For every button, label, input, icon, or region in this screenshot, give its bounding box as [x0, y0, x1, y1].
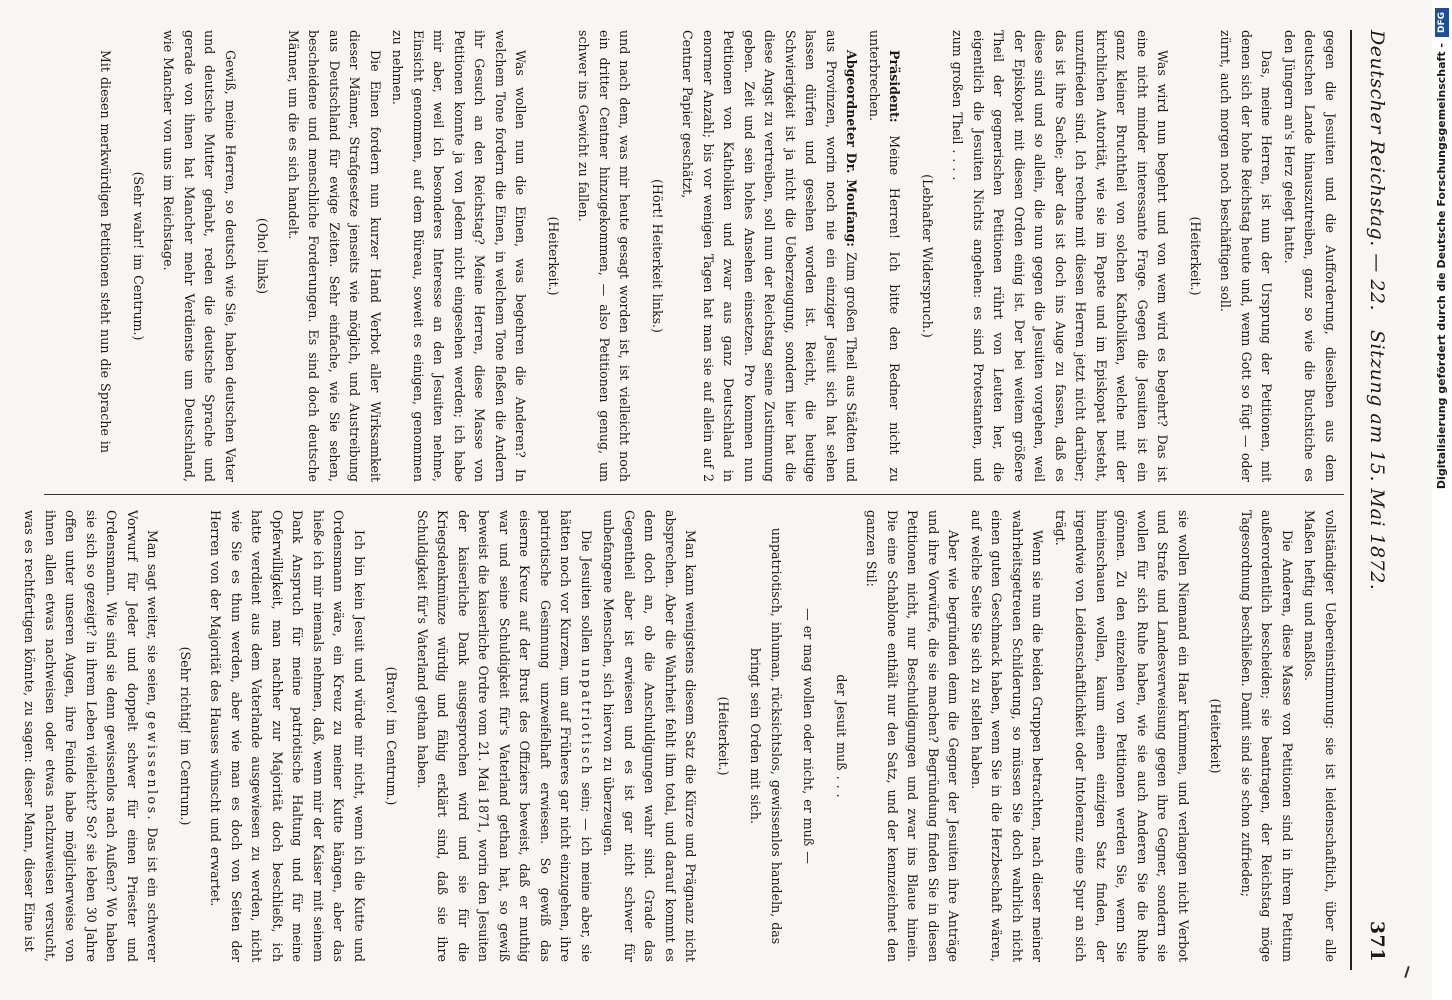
rotated-newspaper-page	[18, 20, 1398, 980]
stage-direction: (Heiterkeit.)	[1188, 216, 1203, 296]
paragraph: Gewiß, meine Herren, so deutsch wie Sie, haben deutschen Vater und deutsche Mutter gehabt, reden die deutsche Sprache und gerade von ihnen hat Mancher mehr Verdienste um Deutschland, wie Mancher von uns im Reichstage.	[161, 30, 238, 482]
digitization-credit	[1412, 8, 1448, 588]
stage-direction: (Hört! Heiterkeit links.)	[650, 179, 665, 333]
speech-text: Zum großen Theil aus Städten und aus Provinzen, worin noch nie ein einziger Jesuit sich hat sehen lassen dürfen und gesehen worden ist. Reicht, die heutige Schwierigkeit ist ja nicht die Ueberzeugung, sondern hier hat die diese Angst zu vertreiben, soll nun der Reichstag seine Zustimmung geben. Zeit und sein hohes Ansehen einsetzen. Pro kommen nun Petitionen von Katholiken und zwar aus ganz Deutschland in enormer Anzahl; bis vor wenigen Tagen hat man sie auf allein auf 2 Centner Papier geschätzt,	[680, 30, 860, 483]
quotation-line: — er mag wollen oder nicht, er muß —	[801, 608, 817, 864]
paragraph: Was wollen nun die Einen, was begehren die Anderen? In welchem Tone fordern die Einen, in welchem Tone fleßen die Andern ihr Gesuch an den Reichstag? Meine Herren, diese Masse von Petitionen konnte ja von Jedem nicht eingesehen werden; ich habe mir aber, weil ich besonderes Interesse an den Jesuiten nehme, Einsicht genommen, auf dem Büreau, soweit es einigen, genommen zu nehmen.	[390, 30, 529, 482]
paragraph: Man kann wenigstens diesem Satz die Kürze und Prägnanz nicht absprechen. Aber die Wahrheit fehlt ihm total, und darauf kommt es denn doch an, ob die Anschuldigungen wahr sind. Grade das Gegentheil aber ist erwiesen und es ist gar nicht schwer für unbefangene Menschen, sich hiervon zu überzeugen.	[601, 510, 699, 962]
stage-direction: (Heiterkeit.)	[716, 696, 731, 776]
speaker-label: Abgeordneter Dr. Moufang:	[844, 50, 860, 247]
paragraph: Das, meine Herren, ist nun der Ursprung der Petitionen, mit denen sich der hohe Reichstag heute und, wenn Gott so fügt — oder zürnt, auch morgen noch beschäftigen soll.	[1218, 30, 1275, 482]
paragraph-lead: Die Jesuiten sollen	[579, 530, 594, 653]
paragraph: und nach dem, was mir heute gesagt worden ist, ist vielleicht noch ein dritter Centner hinzugekommen, — also Petitionen genug, um schwer ins Gewicht zu fallen.	[576, 30, 633, 482]
emphasized-word: gewissenlos.	[145, 711, 161, 823]
quotation-line: unpatriotisch, inhuman, rücksichtslos, gewissenlos handeln, das bringt sein Orden mit sich.	[748, 527, 784, 945]
stage-direction: (Heiterkeit.)	[546, 216, 561, 296]
page-header	[1350, 30, 1398, 970]
stage-direction: (Oho! links)	[255, 217, 271, 295]
paragraph: Aber wie begründen denn die Gegner der Jesuiten ihre Anträge und ihre Vorwürfe, die sie machen? Begründung finden Sie in diesen Petitionen nicht, nur Beschuldigungen und zwar ins Blaue hinein. Die eine Schablone enthält nur den Satz, und der kennzeichnet den ganzen Stil:	[864, 510, 962, 962]
speech-text: Meine Herren! Ich bitte den Redner nicht zu unterbrechen.	[867, 30, 903, 482]
page-number: 371	[1366, 920, 1388, 962]
paragraph: gegen die Jesuiten und die Aufforderung, dieselben aus dem deutschen Lande hinauszutreiben, ganz so wie die Buchstiche es den Jüngern an's Herz gelegt hatte.	[1282, 30, 1338, 482]
credit-text: Digitalisierung gefördert durch die Deutsche Forschungsgemeinschaft -	[1435, 43, 1448, 490]
paragraph	[864, 30, 905, 482]
paragraph	[19, 510, 163, 962]
paragraph-body: sein; — ich meine aber, sie hätten noch vor Kurzem, um auf Früheres gar nicht einzugehen, ihre patriotische Gesinnung unzweifelhaft erwiesen. So gewiß das eiserne Kreuz auf der Brust des Offiziers beweist, daß er muthig war und seine Schuldigkeit für's Vaterland gethan hat, so gewiß beweist die kaiserliche Ordre vom 21. Mai 1871, worin den Jesuiten der kaiserliche Dank ausgesprochen wird und sie für die Kriegsdenkmünze würdig und fähig erklärt sind, daß sie ihre Schuldigkeit für's Vaterland gethan haben.	[415, 510, 594, 963]
paragraph: Was wird nun begehrt und von wem wird es begehrt? Das ist eine nicht minder interessante Frage. Gegen die Jesuiten ist ein ganz kleiner Bruchtheil von solchen Katholiken, welche mit der kirchlichen Autorität, wie sie im Papste und im Episkopat besteht, unzufrieden sind. Ich rechne mit diesen Herren jetzt nicht darüber; das ist ihre Sache; aber das ist doch ins Auge zu fassen, daß es diese sind und so allein, die nun gegen die Jesuiten vorgehen, weil der Episkopat mit diesen Orden einig ist. Der bei weitem größere Theil der gegnerischen Petitionen rührt von Leuten her, die eigentlich die Jesuiten Nichts angehen: es sind Protestanten, und zum großen Theil . . . .	[950, 30, 1171, 482]
paragraph: Wenn sie nun die beiden Gruppen betrachten, nach dieser meiner wahrheitsgetreuen Schilderung, so müssen Sie doch wahrlich nicht einen guten Geschmack haben, wenn Sie in die Herzbeschaft wären, auf welche Seite Sie sich zu stellen haben.	[969, 510, 1046, 962]
text-column-left	[40, 30, 1340, 482]
paragraph: Die Einen fordern nun kurzer Hand Verbot aller Wirksamkeit dieser Männer, Strafgesetze jenseits wie möglich, und Austreibung aus Deutschland für ewige Zeiten. Sehr einfache, wie Sie sehen, bescheidene und menschliche Forderungen. Es sind doch deutsche Männer, um die es sich handelt.	[286, 30, 383, 482]
paragraph: Mit diesen merkwürdigen Petitionen steht nun die Sprache in	[98, 50, 114, 454]
paragraph	[677, 30, 862, 482]
stage-direction: (Sehr wahr! im Centrum.)	[131, 171, 146, 341]
paragraph: Die Anderen, diese Masse von Petitionen sind in ihrem Petitum außerordentlich bescheiden; sie beantragen, der Reichstag möge Tagesordnung beschließen. Damit sind sie schon zufrieden;	[1239, 510, 1295, 962]
stage-direction: (Lebhafter Widerspruch.)	[920, 174, 935, 338]
text-column-right	[22, 510, 1340, 963]
column-divider	[44, 494, 1344, 495]
paragraph-lead: Man sagt weiter, sie seien,	[145, 530, 161, 706]
paragraph: sie wollen Niemand ein Haar krümmen, und verlangen nicht Verbot und Strafe und Landesverweisung gegen ihre Gegner, sondern sie wollen für sich Ruhe haben, wie sie auch Anderen Sie die Ruhe gönnen. Zu den einzelnen von Petitionen werden Sie, wenn Sie hineinschauen wollen, kaum einen einzigen Satz finden, der irgendwie von Leidenschaftlichkeit oder Intoleranz eine Spur an sich trägt.	[1053, 510, 1191, 962]
paragraph: vollständiger Uebereinstimmung: sie ist leidenschaftlich, über alle Maßen heftig und maßlos.	[1302, 510, 1338, 962]
emphasized-word: unpatriotisch	[579, 658, 594, 777]
paragraph	[412, 510, 597, 962]
header-publication: Deutscher Reichstag. — 22.	[1366, 30, 1388, 312]
paragraph: Ich bin kein Jesuit und würde mir nicht, wenn ich die Kutte und Ordensmann wäre, ein Kreuz zu meiner Kutte hängen, aber das hieße ich mir niemals nehmen, daß, wenn mir der Kaiser mit seinem Dank Anspruch für meine patriotische Haltung und für meine Opferwilligkeit, man nachher zur Majorität doch beschließt, ich hatte verdient aus dem Vaterlande ausgewiesen zu werden, nicht wie Sie es thun werden, aber wie man es doch von Seiten der Herren von der Majorität des Hauses wünscht und erwartet.	[208, 510, 367, 962]
dfg-logo: DFG	[1435, 8, 1449, 37]
stage-direction: (Bravo! im Centrum.)	[384, 666, 400, 806]
stage-direction: (Heiterkeit)	[1208, 698, 1224, 774]
header-session-date: Sitzung am 15. Mai 1872.	[1366, 330, 1388, 591]
quotation-line: der Jesuit muß . . .	[834, 674, 849, 798]
paragraph-body: Das ist ein schwerer Vorwurf für Jeder und doppelt schwer für einen Priester und Ordensmann. Wie sind sie denn gewissenlos nach Außen? Wo haben sie sich so gezeigt? in ihrem Leben vielleicht? So? sie leben 30 Jahre offen unter unseren Augen, ihre Feinde habe möglicherweise von ihnen allen etwas nachweisen oder etwas nachzuweisen versucht, was es rechtfertigen könnte, zu sagen: dieser Mann, dieser Eine ist	[22, 510, 161, 962]
stage-direction: (Sehr richtig! im Centrum.)	[178, 646, 193, 826]
speaker-label: Präsident:	[887, 50, 903, 123]
